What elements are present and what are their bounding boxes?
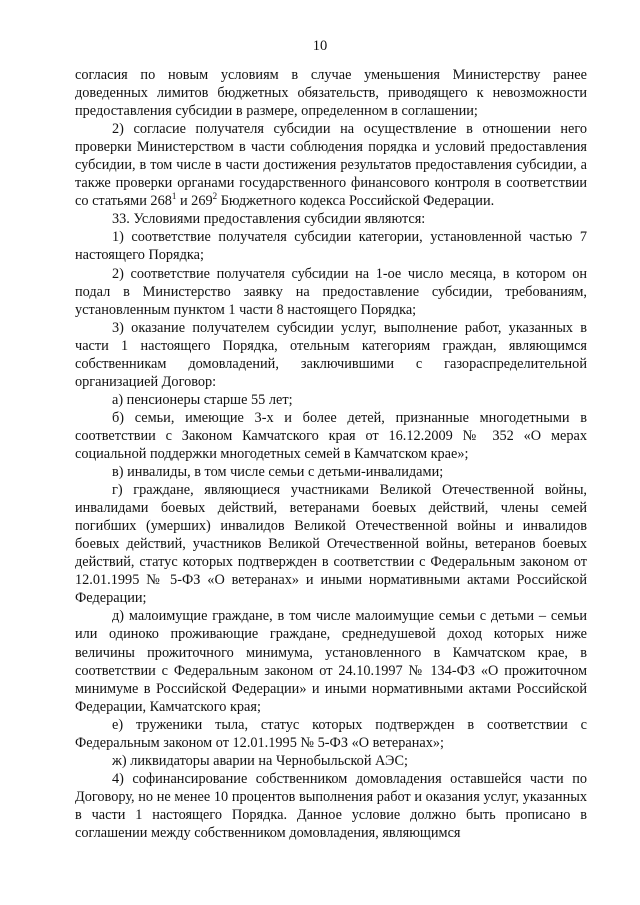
paragraph-continuation: согласия по новым условиям в случае уменьшения Министерству ранее доведенных лимитов бюджетных обязательств, приводящего к невозможности предоставления субсидии в размере, определенном в соглашении; (75, 67, 587, 120)
paragraph-subitem-a: а) пенсионеры старше 55 лет; (112, 391, 293, 408)
paragraph-subitem-e: е) труженики тыла, статус которых подтвержден в соответствии с Федеральным законом от 12.01.1995 № 5-ФЗ «О ветеранах»; (75, 716, 587, 751)
superscript-1: 1 (171, 191, 177, 202)
paragraph-condition-1: 1) соответствие получателя субсидии категории, установленной частью 7 настоящего Порядка; (75, 229, 587, 264)
superscript-2: 2 (212, 191, 218, 202)
paragraph-text: и 269 (176, 193, 213, 210)
paragraph-condition-4: 4) софинансирование собственником домовладения оставшейся части по Договору, но не менее 10 процентов выполнения работ и оказания услуг, указанных в части 1 настоящего Порядка. Данное условие должно быть прописано в соглашении между собственником домовладения, являющимся (75, 770, 587, 841)
paragraph-subitem-b: б) семьи, имеющие 3-х и более детей, признанные многодетными в соответствии с Законом Камчатского края от 16.12.2009 № 352 «О мерах социальной поддержки многодетных семей в Камчатском крае»; (75, 409, 587, 462)
paragraph-condition-3: 3) оказание получателем субсидии услуг, выполнение работ, указанных в части 1 настоящего Порядка, отельным категориям граждан, являющимся собственникам домовладений, заключившими с газораспределительной организацией Договор: (75, 319, 587, 390)
document-body (75, 66, 587, 842)
page-number: 10 (312, 38, 328, 54)
paragraph-text: 2) согласие получателя субсидии на осуществление в отношении него проверки Министерством в части соблюдения порядка и условий предоставления субсидии, в том числе в части достижения результатов предоставления субсидии, а также проверки органами государственного финансового контроля в соответствии со статьями 268 (75, 121, 587, 210)
paragraph-subitem-v: в) инвалиды, в том числе семьи с детьми-инвалидами; (112, 464, 444, 481)
paragraph-subitem-d: д) малоимущие граждане, в том числе малоимущие семьи с детьми – семьи или одиноко проживающие граждане, среднедушевой доход которых ниже величины прожиточного минимума, установленного в Камчатском крае, в соответствии с Федеральным законом от 24.10.1997 № 134-ФЗ «О прожиточном минимуме в Российской Федерации» и иными нормативными актами Российской Федерации, Камчатского края; (75, 608, 587, 715)
paragraph-subitem-g: г) граждане, являющиеся участниками Великой Отечественной войны, инвалидами боевых действий, ветеранами боевых действий, члены семей погибших (умерших) инвалидов Великой Отечественной войны и инвалидов боевых действий, участников Великой Отечественной войны, ветеранов боевых действий, статус которых подтвержден в соответствии с Федеральным законом от 12.01.1995 № 5-ФЗ «О ветеранах» и иными нормативными актами Российской Федерации; (75, 482, 587, 607)
paragraph-subitem-zh: ж) ликвидаторы аварии на Чернобыльской АЭС; (112, 752, 408, 769)
paragraph-section-33: 33. Условиями предоставления субсидии являются: (112, 211, 426, 228)
paragraph-condition-2: 2) соответствие получателя субсидии на 1-ое число месяца, в котором он подал в Министерство заявку на предоставление субсидии, требованиям, установленным пунктом 1 части 8 настоящего Порядка; (75, 265, 587, 318)
paragraph-item-2-consent (75, 120, 587, 210)
paragraph-text: Бюджетного кодекса Российской Федерации. (217, 193, 495, 210)
